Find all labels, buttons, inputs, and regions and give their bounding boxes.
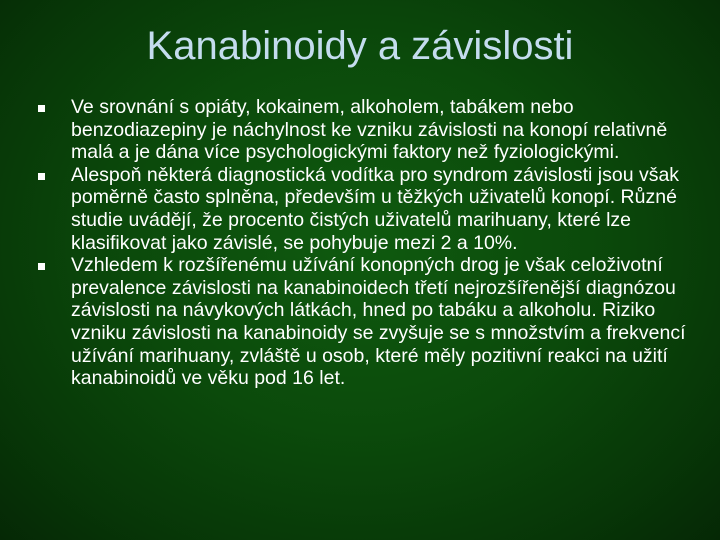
bullet-item-2 xyxy=(38,164,688,254)
bullet-item-3 xyxy=(38,254,688,390)
bullet-item-1 xyxy=(38,96,688,164)
bullet-text-2: Alespoň některá diagnostická vodítka pro syndrom závislosti jsou však poměrně často splněna, především u těžkých uživatelů konopí. Různé studie uvádějí, že procento čistých uživatelů marihuany, které lze klasifikovat jako závislé, se pohybuje mezi 2 a 10%. xyxy=(71,163,680,254)
bullet-text-1: Ve srovnání s opiáty, kokainem, alkoholem, tabákem nebo benzodiazepiny je náchylnost ke vzniku závislosti na konopí relativně malá a je dána více psychologickými faktory než fyziologickými. xyxy=(71,96,668,164)
slide-title: Kanabinoidy a závislosti xyxy=(146,24,574,68)
square-bullet-icon xyxy=(38,105,45,112)
square-bullet-icon xyxy=(38,263,45,270)
square-bullet-icon xyxy=(38,173,45,180)
bullet-list xyxy=(38,96,688,390)
bullet-text-3: Vzhledem k rozšířenému užívání konopných drog je však celoživotní prevalence závislosti na kanabinoidech třetí nejrozšířenější diagnózou závislosti na návykových látkách, hned po tabáku a alkoholu. Riziko vzniku závislosti na kanabinoidy se zvyšuje se s množstvím a frekvencí užívání marihuany, zvláště u osob, které měly pozitivní reakci na užití kanabinoidů ve věku pod 16 let. xyxy=(71,254,686,390)
